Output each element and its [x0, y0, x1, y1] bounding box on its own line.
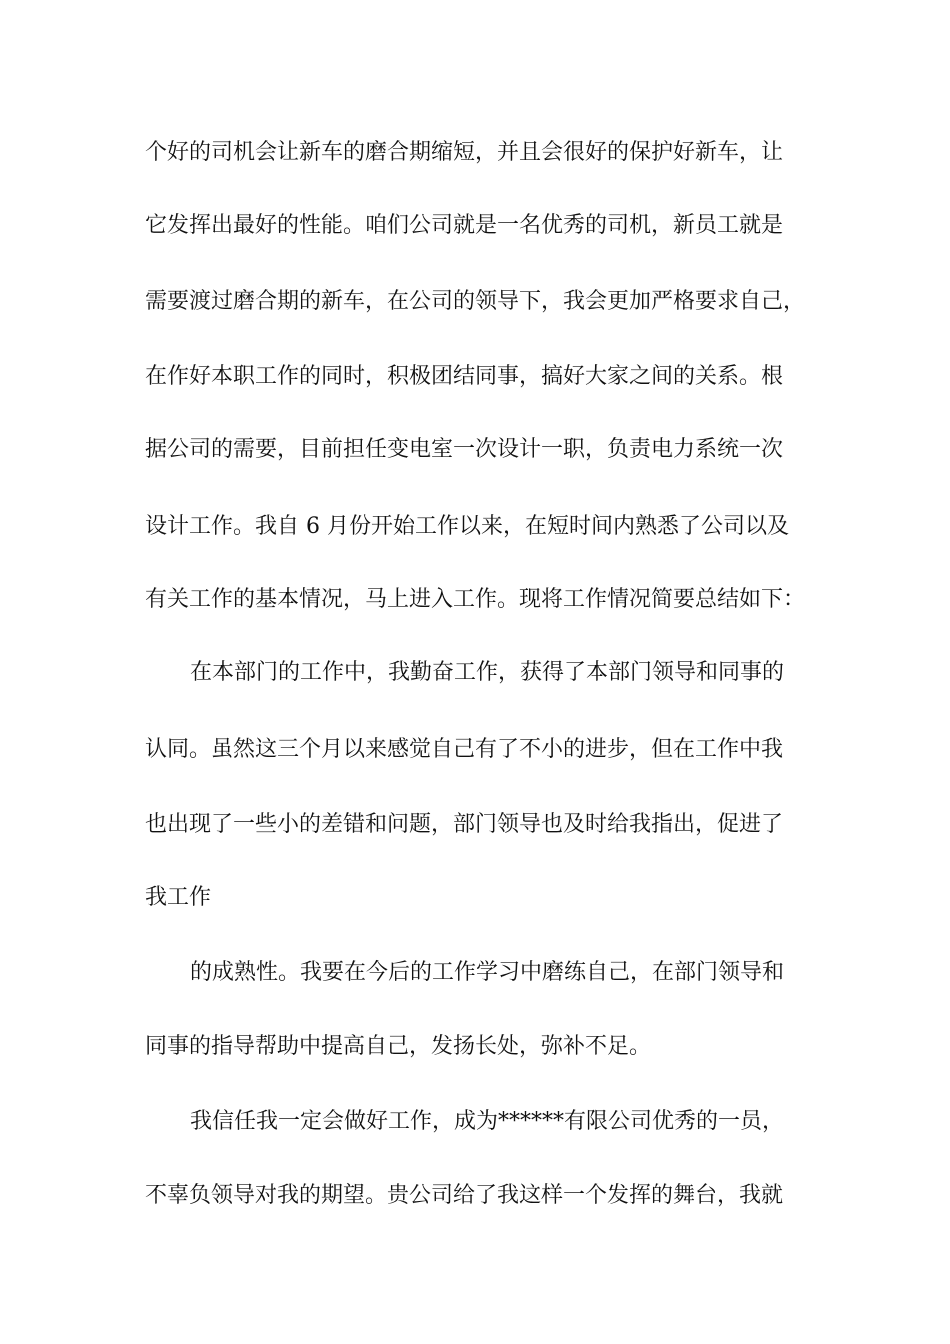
text-line: 有关工作的基本情况，马上进入工作。现将工作情况简要总结如下：	[145, 587, 806, 612]
text-line: 个好的司机会让新车的磨合期缩短，并且会很好的保护好新车，让	[145, 140, 784, 165]
text-line: 也出现了一些小的差错和问题，部门领导也及时给我指出，促进了	[145, 812, 784, 837]
text-line: 它发挥出最好的性能。咱们公司就是一名优秀的司机，新员工就是	[145, 213, 784, 238]
text-line: 认同。虽然这三个月以来感觉自己有了不小的进步，但在工作中我	[145, 737, 784, 762]
paragraph-first-line: 在本部门的工作中，我勤奋工作，获得了本部门领导和同事的	[190, 660, 785, 685]
text-line: 据公司的需要，目前担任变电室一次设计一职，负责电力系统一次	[145, 437, 784, 462]
text-line: 同事的指导帮助中提高自己，发扬长处，弥补不足。	[145, 1034, 652, 1059]
paragraph-first-line: 的成熟性。我要在今后的工作学习中磨练自己，在部门领导和	[190, 960, 785, 985]
text-line: 在作好本职工作的同时，积极团结同事，搞好大家之间的关系。根	[145, 364, 784, 389]
text-line: 需要渡过磨合期的新车，在公司的领导下，我会更加严格要求自己，	[145, 289, 806, 314]
text-line: 不辜负领导对我的期望。贵公司给了我这样一个发挥的舞台，我就	[145, 1183, 784, 1208]
paragraph-first-line: 我信任我一定会做好工作，成为******有限公司优秀的一员，	[190, 1109, 785, 1134]
text-line: 设计工作。我自 6 月份开始工作以来，在短时间内熟悉了公司以及	[145, 514, 789, 539]
text-line: 我工作	[145, 885, 212, 910]
